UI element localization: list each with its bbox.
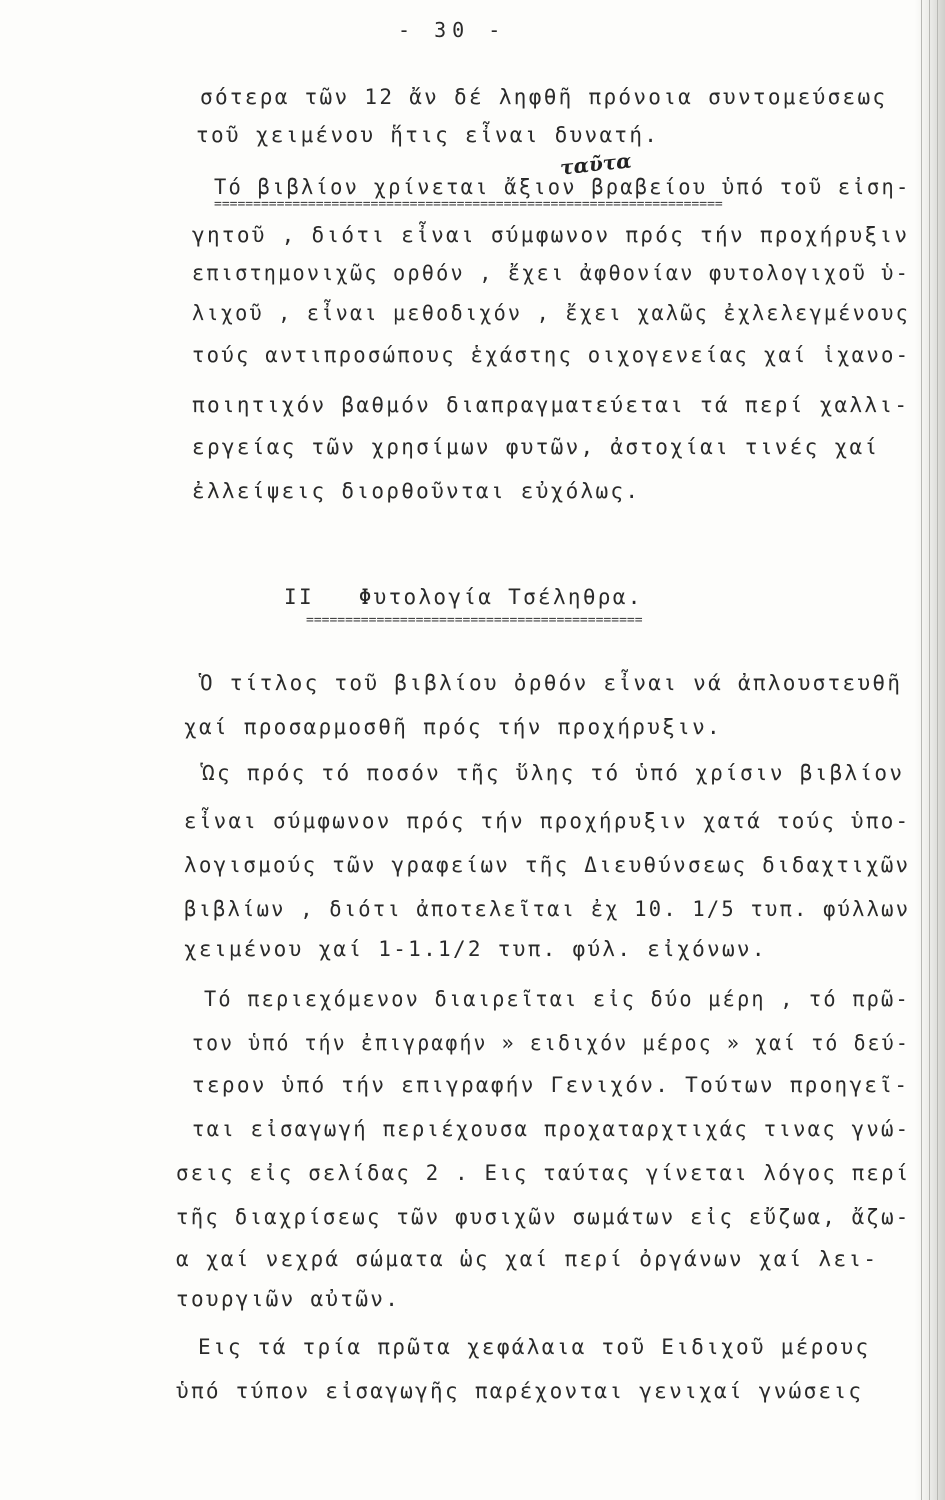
text-line: τουργιῶν αὐτῶν.	[176, 1287, 401, 1311]
text-line: επιστημονιχῶς ορθόν , ἔχει ἀφθονίαν φυτολογιχοῦ ὑ-	[192, 261, 911, 285]
text-line: εργείας τῶν χρησίμων φυτῶν, ἀστοχίαι τινές χαί	[192, 435, 880, 459]
page-edge-shadow	[915, 0, 945, 1500]
page-number: - 30 -	[398, 18, 507, 42]
text-line: τῆς διαχρίσεως τῶν φυσιχῶν σωμάτων εἰς εὔζωα, ἄζω-	[176, 1205, 911, 1229]
text-line: βιβλίων , διότι ἀποτελεῖται ἐχ 10. 1/5 τυπ. φύλλων	[184, 897, 911, 921]
text-line: ποιητιχόν βαθμόν διαπραγματεύεται τά περί χαλλι-	[192, 393, 910, 417]
double-underline: =================================================================	[214, 197, 723, 212]
text-line: ται εἰσαγωγή περιέχουσα προχαταρχτιχάς τινας γνώ-	[192, 1117, 911, 1141]
text-line: λογισμούς τῶν γραφείων τῆς Διευθύνσεως διδαχτιχῶν	[184, 853, 911, 877]
text-line: γητοῦ , διότι εἶναι σύμφωνον πρός τήν προχήρυξιν	[192, 223, 910, 247]
text-line: τούς αντιπροσώπους ἑχάστης οιχογενείας χαί ἱχανο-	[192, 343, 911, 367]
text-line: τον ὑπό τήν ἐπιγραφήν » ειδιχόν μέρος » χαί τό δεύ-	[192, 1031, 910, 1055]
text-line: α χαί νεχρά σώματα ὡς χαί περί ὀργάνων χαί λει-	[176, 1247, 879, 1271]
section-heading: II Φυτολογία Τσέληθρα.	[284, 585, 643, 609]
text-line: χαί προσαρμοσθῆ πρός τήν προχήρυξιν.	[184, 715, 722, 739]
text-line: εἶναι σύμφωνον πρός τήν προχήρυξιν χατά τούς ὑπο-	[184, 809, 911, 833]
text-line: τοῦ χειμένου ἥτις εἶναι δυνατή.	[196, 123, 660, 147]
text-line: λιχοῦ , εἶναι μεθοδιχόν , ἔχει χαλῶς ἐχλελεγμένους	[192, 301, 911, 325]
text-line: χειμένου χαί 1-1.1/2 τυπ. φύλ. εἰχόνων.	[184, 937, 767, 961]
text-line: σεις εἰς σελίδας 2 . Εις ταύτας γίνεται λόγος περί	[176, 1161, 911, 1185]
text-line: ὑπό τύπον εἰσαγωγῆς παρέχονται γενιχαί γνώσεις	[176, 1379, 864, 1403]
text-line: Ὁ τίτλος τοῦ βιβλίου ὀρθόν εἶναι νά ἀπλουστευθῆ	[200, 671, 903, 695]
text-line: Τό περιεχόμενον διαιρεῖται εἰς δύο μέρη , τό πρῶ-	[204, 987, 910, 1011]
text-line: ἐλλείψεις διορθοῦνται εὐχόλως.	[192, 479, 641, 503]
handwritten-annotation: ταῦτα	[558, 148, 633, 180]
text-line: Εις τά τρία πρῶτα χεφάλαια τοῦ Ειδιχοῦ μέρους	[198, 1335, 871, 1359]
text-line: Τό βιβλίον χρίνεται ἄξιον βραβείου ὑπό τοῦ εἰση-	[214, 175, 911, 199]
text-line: τερον ὑπό τήν επιγραφήν Γενιχόν. Τούτων προηγεῖ-	[192, 1073, 910, 1097]
text-line: σότερα τῶν 12 ἄν δέ ληφθῆ πρόνοια συντομεύσεως	[200, 85, 888, 109]
text-line: Ὡς πρός τό ποσόν τῆς ὕλης τό ὑπό χρίσιν βιβλίον	[202, 761, 905, 785]
heading-double-underline: ===========================================	[306, 613, 643, 628]
